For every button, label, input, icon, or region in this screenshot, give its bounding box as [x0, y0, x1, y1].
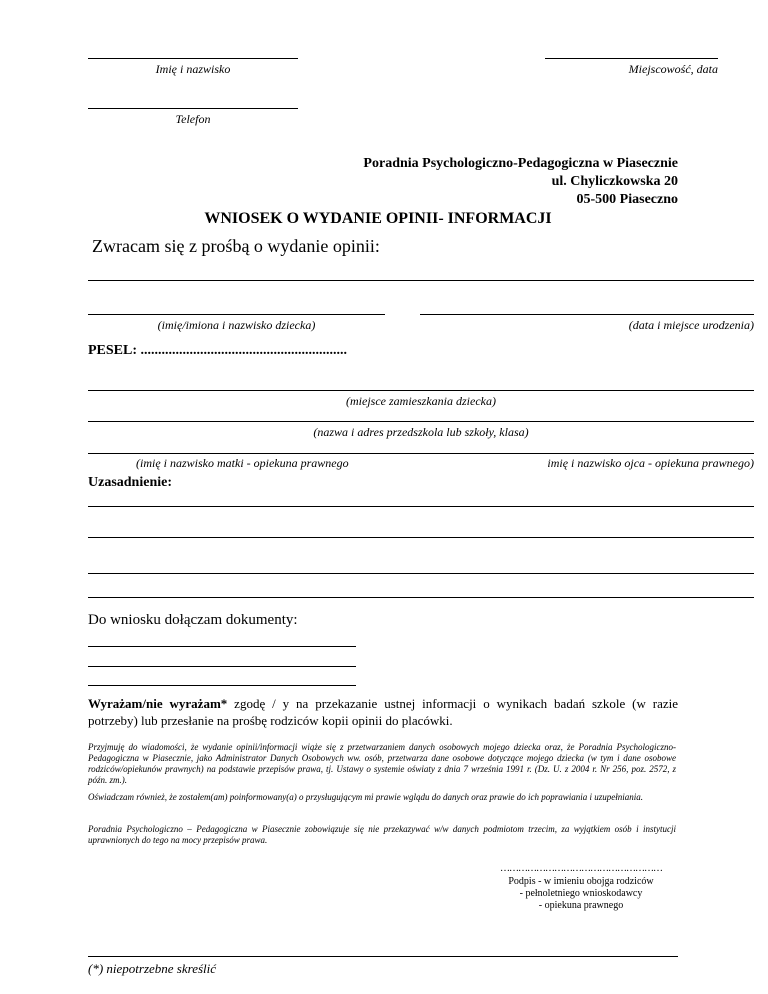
child-name-label: (imię/imiona i nazwisko dziecka): [157, 318, 316, 332]
footnote-separator: [88, 956, 678, 957]
signature-line-3: - opiekuna prawnego: [538, 900, 624, 911]
phone-label: Telefon: [175, 112, 211, 126]
school-label: (nazwa i adres przedszkola lub szkoły, klasa): [313, 425, 529, 439]
recipient-line-2: ul. Chyliczkowska 20: [551, 174, 678, 189]
mother-label: (imię i nazwisko matki - opiekuna prawnego: [136, 456, 349, 470]
justification-line-3[interactable]: [88, 573, 754, 574]
justification-line-2[interactable]: [88, 537, 754, 538]
recipient-line-1: Poradnia Psychologiczno-Pedagogiczna w Piasecznie: [363, 156, 678, 171]
documents-label: Do wniosku dołączam dokumenty:: [88, 612, 298, 628]
birth-line[interactable]: [420, 314, 754, 315]
phone-line[interactable]: [88, 108, 298, 109]
consent-text: zgodę / y na przekazanie ustnej informacji o wynikach badań szkole (w razie potrzeby) lub przesłanie na prośbę rodziców kopii opinii do placówki.: [88, 696, 678, 728]
justification-line-4[interactable]: [88, 597, 754, 598]
justification-label: Uzasadnienie:: [88, 475, 172, 490]
place-date-line[interactable]: [545, 58, 718, 59]
document-line-1[interactable]: [88, 646, 356, 647]
child-name-line[interactable]: [88, 314, 385, 315]
notice-access-rights: Oświadczam również, że zostałem(am) poinformowany(a) o przysługującym mi prawie wglądu do danych oraz prawie do ich poprawiania i uzupełniania.: [88, 792, 643, 802]
consent-lead[interactable]: Wyrażam/nie wyrażam*: [88, 696, 228, 711]
notice-data-processing: Przyjmuję do wiadomości, że wydanie opinii/informacji wiąże się z przetwarzaniem danych osobowych mojego dziecka oraz, że Poradnia Psychologiczno-Pedagogiczna w Piasecznie, jako Administrator Danych Osobowych ww. osób, przetwarza dane osobowe dotyczące mojego dziecka (w tym i dane osobowe rodziców/opiekunów prawnych) na podstawie przepisów prawa, tj. Ustawy o systemie oświaty z dnia 7 września 1991 r. (Dz. U. z 2004 r. Nr 256, poz. 2572, z późn. zm.).: [88, 742, 676, 785]
signature-dots[interactable]: ………………………………………………: [500, 863, 662, 874]
footnote: (*) niepotrzebne skreślić: [88, 961, 217, 976]
form-title: WNIOSEK O WYDANIE OPINII- INFORMACJI: [204, 210, 552, 227]
intro-text: Zwracam się z prośbą o wydanie opinii:: [92, 236, 380, 256]
father-label: imię i nazwisko ojca - opiekuna prawnego): [547, 456, 754, 470]
document-line-2[interactable]: [88, 666, 356, 667]
signature-caption: [486, 876, 676, 912]
birth-label: (data i miejsce urodzenia): [628, 318, 754, 332]
intro-answer-line[interactable]: [88, 280, 754, 281]
parents-line[interactable]: [88, 453, 754, 454]
name-line[interactable]: [88, 58, 298, 59]
place-date-label: Miejscowość, data: [628, 62, 718, 76]
pesel-field[interactable]: PESEL: ...........................................................: [88, 343, 348, 358]
recipient-line-3: 05-500 Piaseczno: [576, 192, 678, 207]
residence-line[interactable]: [88, 390, 754, 391]
school-line[interactable]: [88, 421, 754, 422]
residence-label: (miejsce zamieszkania dziecka): [346, 394, 496, 408]
signature-line-1: Podpis - w imieniu obojga rodziców: [508, 876, 654, 887]
document-line-3[interactable]: [88, 685, 356, 686]
recipient-address: [258, 155, 678, 209]
signature-line-2: - pełnoletniego wnioskodawcy: [519, 888, 643, 899]
justification-line-1[interactable]: [88, 506, 754, 507]
consent-statement: [88, 695, 678, 729]
notice-third-parties: Poradnia Psychologiczno – Pedagogiczna w Piasecznie zobowiązuje się nie przekazywać w/w danych podmiotom trzecim, za wyjątkiem osób i instytucji uprawnionych do tego na mocy przepisów prawa.: [88, 824, 676, 845]
name-label: Imię i nazwisko: [155, 62, 231, 76]
